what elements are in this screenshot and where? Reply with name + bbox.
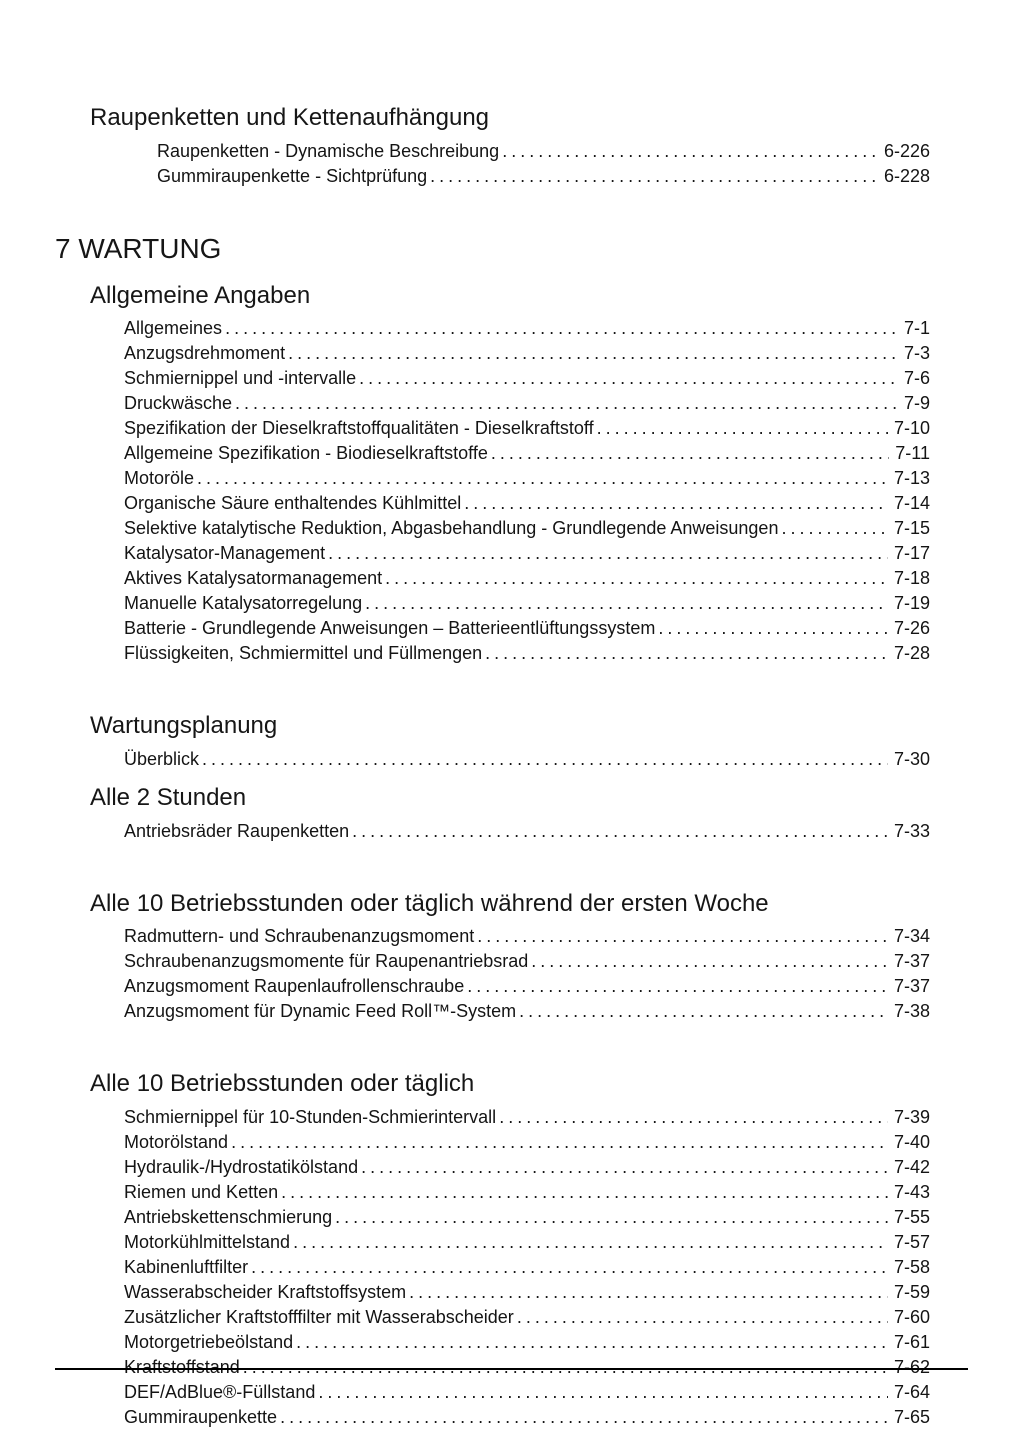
entry-title: Anzugsdrehmoment (124, 343, 286, 364)
entry-page: 7-42 (893, 1156, 930, 1177)
entry-page: 7-60 (893, 1306, 930, 1327)
entry-page: 7-33 (893, 820, 930, 841)
entry-title: Schmiernippel und -intervalle (124, 368, 357, 389)
entry-title: Aktives Katalysatormanagement (124, 568, 383, 589)
entry-title: Flüssigkeiten, Schmiermittel und Füllmengen (124, 643, 483, 664)
toc-entry (124, 541, 930, 566)
section-heading: Alle 10 Betriebsstunden oder täglich (90, 1070, 475, 1098)
toc-entry (157, 139, 930, 164)
dot-leader (251, 1255, 888, 1280)
entry-title: Kabinenluftfilter (124, 1256, 249, 1277)
dot-leader (352, 819, 888, 844)
entry-list (124, 819, 930, 844)
section-heading: Wartungsplanung (90, 712, 278, 740)
dot-leader (361, 1155, 888, 1180)
entry-page: 7-43 (893, 1181, 930, 1202)
entry-title: Anzugsmoment für Dynamic Feed Roll™-System (124, 1001, 517, 1022)
dot-leader (531, 949, 888, 974)
entry-page: 7-64 (893, 1381, 930, 1402)
entry-title: Antriebskettenschmierung (124, 1206, 333, 1227)
toc-entry (124, 747, 930, 772)
entry-page: 7-15 (893, 518, 930, 539)
toc-entry (124, 949, 930, 974)
entry-title: Organische Säure enthaltendes Kühlmittel (124, 493, 462, 514)
dot-leader (519, 999, 888, 1024)
entry-title: Katalysator-Management (124, 543, 326, 564)
dot-leader (499, 1105, 888, 1130)
dot-leader (296, 1330, 888, 1355)
entry-page: 7-37 (893, 976, 930, 997)
entry-page: 7-39 (893, 1106, 930, 1127)
toc-entry (124, 1255, 930, 1280)
entry-page: 7-38 (893, 1001, 930, 1022)
entry-page: 7-11 (895, 443, 930, 464)
entry-page: 7-14 (893, 493, 930, 514)
section-heading: Allgemeine Angaben (90, 281, 311, 309)
entry-title: Schraubenanzugsmomente für Raupenantriebsrad (124, 951, 529, 972)
dot-leader (430, 164, 878, 189)
entry-list (124, 747, 930, 772)
entry-page: 7-26 (893, 618, 930, 639)
toc-entry (124, 1280, 930, 1305)
section-heading: Alle 10 Betriebsstunden oder täglich während der ersten Woche (90, 889, 769, 917)
dot-leader (231, 1130, 888, 1155)
entry-page: 7-58 (893, 1256, 930, 1277)
dot-leader (781, 516, 888, 541)
dot-leader (477, 924, 888, 949)
toc-entry (124, 1305, 930, 1330)
entry-title: Manuelle Katalysatorregelung (124, 593, 363, 614)
dot-leader (491, 441, 889, 466)
entry-page: 6-228 (883, 165, 930, 186)
footer-rule (55, 1368, 968, 1370)
entry-page: 7-34 (893, 926, 930, 947)
toc-entry (124, 1230, 930, 1255)
toc-section (0, 104, 1024, 189)
toc-entry (124, 466, 930, 491)
toc-entry (124, 366, 930, 391)
section-heading: Alle 2 Stunden (90, 783, 247, 811)
dot-leader (293, 1230, 888, 1255)
entry-page: 7-3 (903, 343, 930, 364)
toc-entry (124, 819, 930, 844)
entry-title: Selektive katalytische Reduktion, Abgasbehandlung - Grundlegende Anweisungen (124, 518, 779, 539)
entry-page: 7-65 (893, 1406, 930, 1427)
entry-page: 7-1 (903, 318, 930, 339)
dot-leader (464, 491, 888, 516)
toc-entry (124, 616, 930, 641)
dot-leader (409, 1280, 888, 1305)
entry-title: Wasserabscheider Kraftstoffsystem (124, 1281, 407, 1302)
entry-title: Spezifikation der Dieselkraftstoffqualitäten - Dieselkraftstoff (124, 418, 594, 439)
entry-title: Radmuttern- und Schraubenanzugsmoment (124, 926, 475, 947)
toc-section (0, 712, 1024, 772)
toc-section (0, 784, 1024, 844)
entry-title: Motorölstand (124, 1131, 229, 1152)
dot-leader (197, 466, 888, 491)
dot-leader (597, 416, 888, 441)
toc-section (0, 282, 1024, 667)
dot-leader (328, 541, 888, 566)
toc-entry (124, 641, 930, 666)
toc-entry (124, 491, 930, 516)
toc-entry (124, 924, 930, 949)
toc-entry (124, 566, 930, 591)
toc-entry (124, 316, 930, 341)
entry-page: 7-62 (893, 1356, 930, 1377)
toc-entry (124, 1205, 930, 1230)
entry-title: Hydraulik-/Hydrostatikölstand (124, 1156, 359, 1177)
dot-leader (517, 1305, 888, 1330)
toc-entry (124, 1105, 930, 1130)
section-heading: Raupenketten und Kettenaufhängung (90, 104, 490, 131)
toc-entry (124, 1155, 930, 1180)
entry-page: 7-17 (893, 543, 930, 564)
entry-page: 7-30 (893, 748, 930, 769)
toc-entry (124, 1380, 930, 1405)
entry-title: Raupenketten - Dynamische Beschreibung (157, 140, 500, 161)
dot-leader (385, 566, 888, 591)
entry-title: Kraftstoffstand (124, 1356, 240, 1377)
entry-page: 7-13 (893, 468, 930, 489)
entry-page: 7-37 (893, 951, 930, 972)
dot-leader (359, 366, 898, 391)
entry-list (124, 1105, 930, 1430)
dot-leader (202, 747, 888, 772)
dot-leader (502, 139, 878, 164)
entry-list (124, 924, 930, 1024)
entry-title: DEF/AdBlue®-Füllstand (124, 1381, 316, 1402)
toc-section (0, 233, 1024, 265)
toc-entry (124, 974, 930, 999)
entry-title: Motorgetriebeölstand (124, 1331, 294, 1352)
entry-title: Allgemeines (124, 318, 223, 339)
toc-section (0, 890, 1024, 1025)
entry-title: Zusätzlicher Kraftstofffilter mit Wasserabscheider (124, 1306, 514, 1327)
dot-leader (235, 391, 898, 416)
toc-entry (124, 1130, 930, 1155)
toc-entry (124, 441, 930, 466)
entry-title: Gummiraupenkette - Sichtprüfung (157, 165, 428, 186)
dot-leader (485, 641, 888, 666)
dot-leader (467, 974, 888, 999)
dot-leader (365, 591, 888, 616)
toc-entry (124, 341, 930, 366)
dot-leader (288, 341, 898, 366)
toc-entry (124, 516, 930, 541)
entry-page: 7-55 (893, 1206, 930, 1227)
toc-entry (124, 1180, 930, 1205)
toc-entry (124, 1405, 930, 1430)
entry-page: 7-19 (893, 593, 930, 614)
dot-leader (281, 1180, 888, 1205)
entry-title: Motorkühlmittelstand (124, 1231, 291, 1252)
entry-page: 7-10 (893, 418, 930, 439)
entry-title: Gummiraupenkette (124, 1406, 278, 1427)
dot-leader (318, 1380, 888, 1405)
dot-leader (335, 1205, 888, 1230)
toc-entry (124, 391, 930, 416)
entry-title: Motoröle (124, 468, 195, 489)
toc-section (0, 1070, 1024, 1430)
toc-entry (124, 999, 930, 1024)
entry-page: 7-59 (893, 1281, 930, 1302)
entry-title: Schmiernippel für 10-Stunden-Schmierintervall (124, 1106, 497, 1127)
toc-entry (124, 1330, 930, 1355)
entry-page: 7-61 (893, 1331, 930, 1352)
toc (0, 104, 1024, 1430)
dot-leader (658, 616, 888, 641)
entry-list (124, 316, 930, 666)
entry-title: Anzugsmoment Raupenlaufrollenschraube (124, 976, 465, 997)
entry-title: Antriebsräder Raupenketten (124, 820, 350, 841)
entry-page: 7-9 (903, 393, 930, 414)
entry-page: 7-28 (893, 643, 930, 664)
dot-leader (280, 1405, 888, 1430)
toc-entry (124, 416, 930, 441)
entry-title: Druckwäsche (124, 393, 233, 414)
entry-title: Riemen und Ketten (124, 1181, 279, 1202)
entry-page: 7-18 (893, 568, 930, 589)
entry-page: 6-226 (883, 140, 930, 161)
toc-entry (124, 591, 930, 616)
entry-page: 7-40 (893, 1131, 930, 1152)
entry-page: 7-57 (893, 1231, 930, 1252)
dot-leader (225, 316, 898, 341)
entry-list (157, 139, 930, 189)
entry-page: 7-6 (903, 368, 930, 389)
entry-title: Überblick (124, 748, 200, 769)
entry-title: Allgemeine Spezifikation - Biodieselkraftstoffe (124, 443, 488, 464)
section-heading: 7 WARTUNG (55, 232, 222, 264)
toc-entry (157, 164, 930, 189)
entry-title: Batterie - Grundlegende Anweisungen – Batterieentlüftungssystem (124, 618, 656, 639)
